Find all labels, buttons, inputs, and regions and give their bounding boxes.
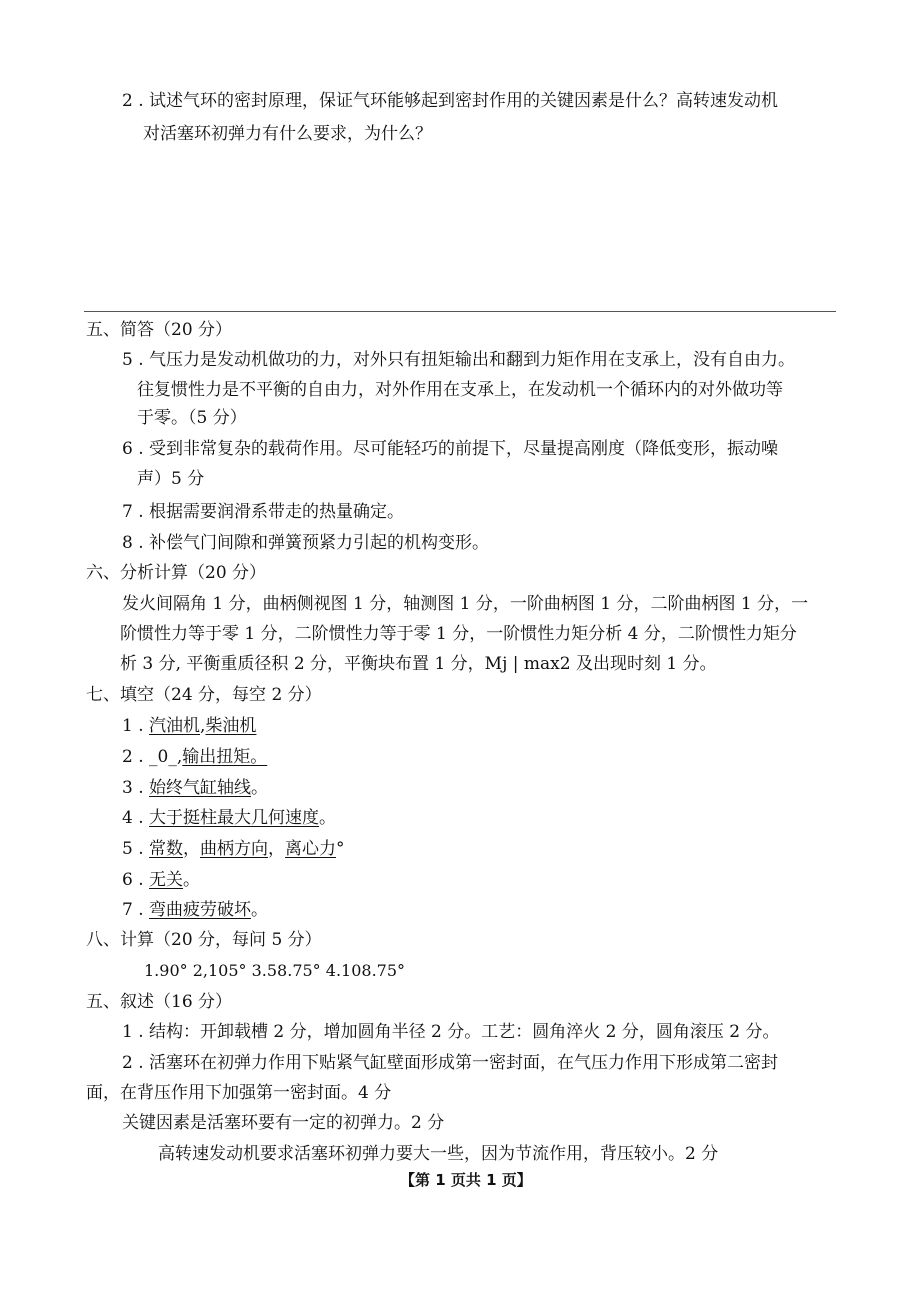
fill-item-3-number: 3 . — [122, 778, 150, 798]
fill-answer: 常数 — [149, 839, 184, 859]
fill-item-2 — [122, 749, 267, 766]
fill-item-1-number: 1 . — [122, 716, 150, 736]
question-2-line-1: 2 . 试述气环的密封原理，保证气环能够起到密封作用的关键因素是什么？高转速发动机 — [122, 91, 779, 111]
section-6-heading: 六、分析计算（20 分） — [86, 563, 267, 583]
fill-answer: 曲柄方向 — [200, 839, 269, 859]
fill-answer: 汽油机 — [149, 716, 201, 736]
fill-answer: 无关 — [149, 870, 184, 890]
fill-end: ° — [336, 839, 345, 859]
fill-end: 。 — [251, 778, 269, 798]
fill-separator: , — [200, 716, 206, 736]
fill-answer: 弯曲疲劳破坏 — [149, 900, 252, 920]
fill-item-5 — [122, 841, 345, 858]
answer-5-line-1: 5 . 气压力是发动机做功的力，对外只有扭矩输出和翻到力矩作用在支承上，没有自由力。 — [122, 350, 796, 370]
section-6-line-3: 析 3 分, 平衡重质径积 2 分，平衡块布置 1 分，Mj | max2 及出现时刻 1 分。 — [120, 654, 717, 674]
section-7-heading: 七、填空（24 分，每空 2 分） — [86, 685, 322, 705]
fill-answer: 柴油机 — [205, 716, 257, 736]
fill-answer: 离心力 — [285, 839, 337, 859]
narrative-answer-2-line-3: 关键因素是活塞环要有一定的初弹力。2 分 — [122, 1113, 445, 1133]
fill-item-4-number: 4 . — [122, 808, 150, 828]
fill-answer: 始终气缸轴线 — [149, 778, 252, 798]
fill-item-6-number: 6 . — [122, 870, 150, 890]
answer-7: 7 . 根据需要润滑系带走的热量确定。 — [122, 502, 405, 522]
section-6-line-2: 阶惯性力等于零 1 分，二阶惯性力等于零 1 分，一阶惯性力矩分析 4 分，二阶惯性力矩分 — [120, 624, 797, 644]
answer-5-line-2: 往复惯性力是不平衡的自由力，对外作用在支承上，在发动机一个循环内的对外做功等 — [137, 380, 783, 400]
narrative-answer-2-line-4: 高转速发动机要求活塞环初弹力要大一些，因为节流作用，背压较小。2 分 — [158, 1144, 719, 1164]
page-footer: 【第 1 页共 1 页】 — [400, 1171, 532, 1189]
section-divider — [84, 311, 836, 312]
section-8-answers: 1.90° 2,105° 3.58.75° 4.108.75° — [144, 961, 406, 980]
fill-item-7 — [122, 902, 268, 919]
fill-separator: ， — [183, 839, 201, 859]
narrative-answer-2-line-2: 面，在背压作用下加强第一密封面。4 分 — [86, 1083, 392, 1103]
answer-6-line-1: 6 . 受到非常复杂的载荷作用。尽可能轻巧的前提下，尽量提高刚度（降低变形，振动噪 — [122, 439, 779, 459]
narrative-answer-2-line-1: 2 . 活塞环在初弹力作用下贴紧气缸壁面形成第一密封面，在气压力作用下形成第二密封 — [122, 1053, 779, 1073]
fill-item-5-number: 5 . — [122, 839, 150, 859]
fill-end: 。 — [251, 900, 269, 920]
fill-answer: _0_ — [149, 747, 177, 767]
fill-item-7-number: 7 . — [122, 900, 150, 920]
answer-6-line-2: 声）5 分 — [137, 469, 205, 489]
section-5-heading: 五、简答（20 分） — [86, 320, 233, 340]
fill-item-6 — [122, 872, 200, 889]
fill-item-2-number: 2 . — [122, 747, 150, 767]
fill-separator: ， — [268, 839, 286, 859]
section-8-heading: 八、计算（20 分，每问 5 分） — [86, 930, 322, 950]
fill-separator: , — [176, 747, 183, 767]
fill-item-3 — [122, 780, 268, 797]
answer-5-line-3: 于零。（5 分） — [137, 408, 247, 428]
question-2-line-2: 对活塞环初弹力有什么要求，为什么？ — [143, 124, 432, 144]
answer-8: 8 . 补偿气门间隙和弹簧预紧力引起的机构变形。 — [122, 533, 490, 553]
fill-end: 。 — [183, 870, 201, 890]
narrative-answer-1: 1 . 结构：开卸载槽 2 分，增加圆角半径 2 分。工艺：圆角淬火 2 分，圆角滚压 2 分。 — [122, 1022, 780, 1042]
fill-item-1 — [122, 718, 256, 735]
narrative-section-heading: 五、叙述（16 分） — [86, 992, 233, 1012]
fill-end: 。 — [319, 808, 337, 828]
fill-answer: 输出扭矩。 — [182, 747, 268, 767]
fill-answer: 大于挺柱最大几何速度 — [149, 808, 320, 828]
section-6-line-1: 发火间隔角 1 分，曲柄侧视图 1 分，轴测图 1 分，一阶曲柄图 1 分，二阶曲柄图 1 分，一 — [122, 594, 809, 614]
fill-item-4 — [122, 810, 336, 827]
